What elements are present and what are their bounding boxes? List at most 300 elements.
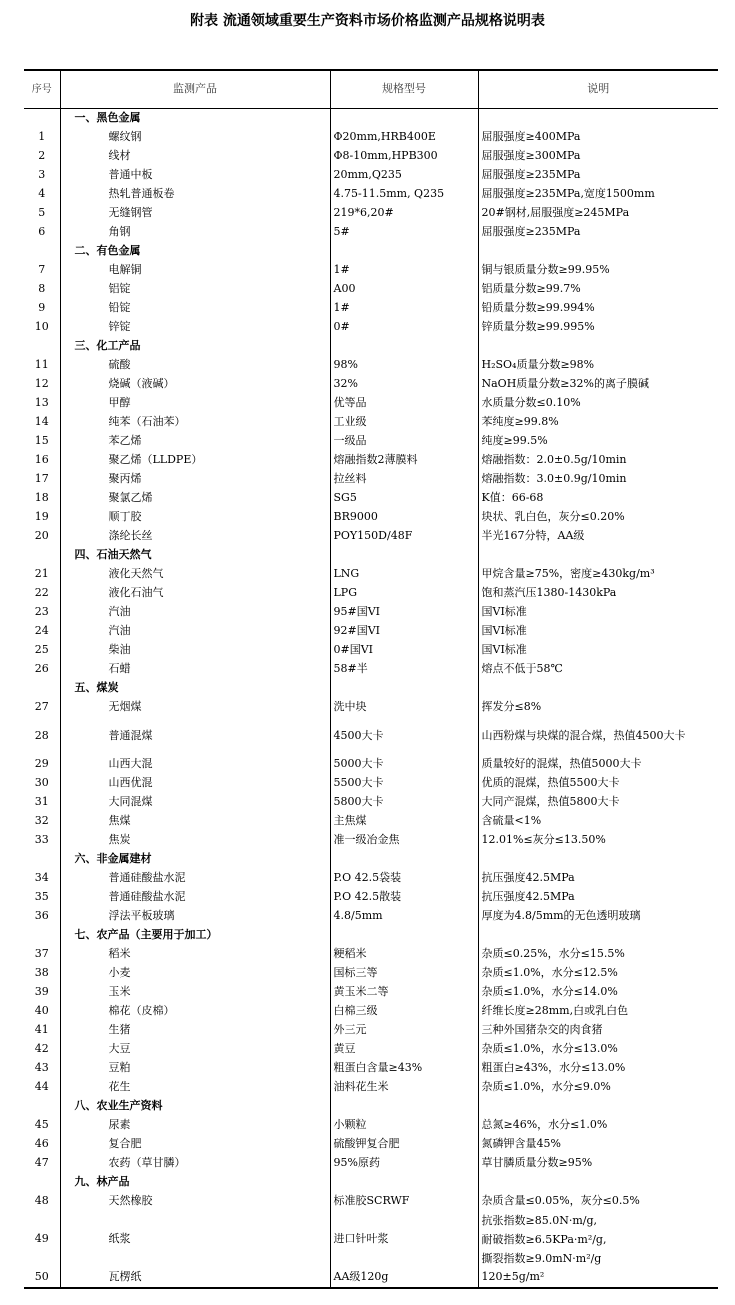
category-spec-cell (330, 926, 478, 945)
spec-cell: 5800大卡 (330, 793, 478, 812)
product-cell: 瓦楞纸 (60, 1268, 330, 1288)
category-no-cell (24, 850, 60, 869)
table-row (24, 261, 718, 280)
spec-cell: 20mm,Q235 (330, 166, 478, 185)
desc-cell: 屈服强度≥300MPa (478, 147, 718, 166)
row-no-cell: 40 (34, 1004, 49, 1017)
table-row (24, 964, 718, 983)
desc-cell: 国VI标准 (478, 622, 718, 641)
desc-cell: 挥发分≤8% (478, 698, 718, 717)
category-desc-cell (478, 242, 718, 261)
table-row (24, 660, 718, 679)
desc-cell: 熔融指数：2.0±0.5g/10min (478, 451, 718, 470)
product-cell: 烧碱（液碱） (60, 375, 330, 394)
desc-cell: K值：66-68 (478, 489, 718, 508)
desc-line: 抗张指数≥85.0N·m/g, (481, 1213, 598, 1227)
row-no-cell: 39 (34, 985, 49, 998)
product-cell: 山西优混 (60, 774, 330, 793)
row-no-cell: 44 (34, 1080, 49, 1093)
table-row (24, 812, 718, 831)
category-no-cell (24, 337, 60, 356)
spec-cell: 粳稻米 (330, 945, 478, 964)
table-row (24, 1192, 718, 1211)
desc-cell: 纤维长度≥28mm,白或乳白色 (478, 1002, 718, 1021)
desc-cell: 杂质≤1.0%，水分≤13.0% (478, 1040, 718, 1059)
product-cell: 液化石油气 (60, 584, 330, 603)
product-cell: 液化天然气 (60, 565, 330, 584)
spec-cell: 95#国VI (330, 603, 478, 622)
row-no-cell: 11 (34, 358, 49, 371)
spec-cell: 熔融指数2薄膜料 (330, 451, 478, 470)
row-no-cell: 49 (34, 1232, 49, 1245)
spec-cell: 4500大卡 (330, 717, 478, 755)
table-row (24, 280, 718, 299)
row-no-cell: 8 (38, 282, 46, 295)
table-row (24, 565, 718, 584)
table-row (24, 1116, 718, 1135)
category-desc-cell (478, 1173, 718, 1192)
category-desc-cell (478, 926, 718, 945)
spec-cell: POY150D/48F (330, 527, 478, 546)
desc-cell: NaOH质量分数≥32%的离子膜碱 (478, 375, 718, 394)
spec-cell: 标准胶SCRWF (330, 1192, 478, 1211)
spec-cell: 58#半 (330, 660, 478, 679)
category-row (24, 337, 718, 356)
table-row (24, 603, 718, 622)
spec-cell: 小颗粒 (330, 1116, 478, 1135)
product-cell: 柴油 (60, 641, 330, 660)
category-spec-cell (330, 679, 478, 698)
product-cell: 聚丙烯 (60, 470, 330, 489)
product-cell: 生猪 (60, 1021, 330, 1040)
table-row (24, 508, 718, 527)
table-row (24, 1078, 718, 1097)
desc-cell: 铜与银质量分数≥99.95% (478, 261, 718, 280)
table-row (24, 394, 718, 413)
category-no-cell (24, 546, 60, 565)
desc-cell: 杂质≤1.0%，水分≤14.0% (478, 983, 718, 1002)
product-cell: 顺丁胶 (60, 508, 330, 527)
spec-cell: 一级品 (330, 432, 478, 451)
row-no-cell: 12 (34, 377, 49, 390)
category-label: 五、煤炭 (60, 679, 330, 698)
desc-cell: 山西粉煤与块煤的混合煤，热值4500大卡 (478, 717, 718, 755)
table-row (24, 451, 718, 470)
spec-cell: 5500大卡 (330, 774, 478, 793)
desc-cell: 抗压强度42.5MPa (478, 869, 718, 888)
desc-cell: 杂质≤1.0%，水分≤9.0% (478, 1078, 718, 1097)
table-row (24, 147, 718, 166)
category-desc-cell (478, 679, 718, 698)
table-row (24, 717, 718, 755)
table-row (24, 1040, 718, 1059)
desc-line: 耐破指数≥6.5KPa·m²/g, (481, 1232, 607, 1246)
category-spec-cell (330, 546, 478, 565)
desc-cell: 熔点不低于58℃ (478, 660, 718, 679)
desc-cell: H₂SO₄质量分数≥98% (478, 356, 718, 375)
category-desc-cell (478, 108, 718, 128)
desc-line: 撕裂指数≥9.0mN·m²/g (481, 1251, 602, 1265)
product-cell: 普通混煤 (60, 717, 330, 755)
row-no-cell: 19 (34, 510, 49, 523)
table-row (24, 527, 718, 546)
desc-cell: 12.01%≤灰分≤13.50% (478, 831, 718, 850)
category-label: 四、石油天然气 (60, 546, 330, 565)
desc-cell: 抗压强度42.5MPa (478, 888, 718, 907)
table-row (24, 1211, 718, 1268)
category-row (24, 679, 718, 698)
desc-cell: 国VI标准 (478, 641, 718, 660)
row-no-cell: 32 (34, 814, 49, 827)
spec-cell: 5000大卡 (330, 755, 478, 774)
desc-cell: 杂质含量≤0.05%，灰分≤0.5% (478, 1192, 718, 1211)
category-desc-cell (478, 1097, 718, 1116)
spec-cell: 准一级冶金焦 (330, 831, 478, 850)
row-no-cell: 42 (34, 1042, 49, 1055)
desc-cell: 铝质量分数≥99.7% (478, 280, 718, 299)
table-row (24, 1021, 718, 1040)
row-no-cell: 35 (34, 890, 49, 903)
spec-cell: 1# (330, 261, 478, 280)
row-no-cell: 36 (34, 909, 49, 922)
row-no-cell: 6 (38, 225, 46, 238)
desc-cell: 氮磷钾含量45% (478, 1135, 718, 1154)
spec-cell: 主焦煤 (330, 812, 478, 831)
row-no-cell: 30 (34, 776, 49, 789)
row-no-cell: 31 (34, 795, 49, 808)
row-no-cell: 50 (24, 1268, 60, 1288)
spec-cell: 白棉三级 (330, 1002, 478, 1021)
row-no-cell: 20 (34, 529, 49, 542)
desc-cell: 屈服强度≥400MPa (478, 128, 718, 147)
table-header-row (24, 70, 718, 108)
category-no-cell (24, 679, 60, 698)
table-row (24, 793, 718, 812)
product-cell: 天然橡胶 (60, 1192, 330, 1211)
row-no-cell: 21 (34, 567, 49, 580)
table-row (24, 166, 718, 185)
spec-cell: 优等品 (330, 394, 478, 413)
spec-cell: 4.75-11.5mm, Q235 (330, 185, 478, 204)
table-row (24, 945, 718, 964)
header-desc: 说明 (478, 70, 718, 108)
product-cell: 玉米 (60, 983, 330, 1002)
desc-cell: 三种外国猪杂交的肉食猪 (478, 1021, 718, 1040)
category-desc-cell (478, 337, 718, 356)
product-cell: 稻米 (60, 945, 330, 964)
product-cell: 尿素 (60, 1116, 330, 1135)
row-no-cell: 24 (34, 624, 49, 637)
product-cell: 大豆 (60, 1040, 330, 1059)
spec-cell: LPG (330, 584, 478, 603)
product-cell: 汽油 (60, 622, 330, 641)
desc-cell: 屈服强度≥235MPa (478, 166, 718, 185)
table-row (24, 698, 718, 717)
category-label: 九、林产品 (60, 1173, 330, 1192)
category-spec-cell (330, 337, 478, 356)
product-cell: 花生 (60, 1078, 330, 1097)
row-no-cell: 15 (34, 434, 49, 447)
spec-cell: LNG (330, 565, 478, 584)
category-no-cell (24, 108, 60, 128)
spec-table (24, 69, 718, 1289)
row-no-cell: 43 (34, 1061, 49, 1074)
table-row (24, 375, 718, 394)
row-no-cell: 28 (34, 728, 49, 742)
category-desc-cell (478, 850, 718, 869)
category-no-cell (24, 926, 60, 945)
table-row (24, 128, 718, 147)
category-spec-cell (330, 1097, 478, 1116)
desc-cell: 杂质≤0.25%，水分≤15.5% (478, 945, 718, 964)
product-cell: 大同混煤 (60, 793, 330, 812)
row-no-cell: 45 (34, 1118, 49, 1131)
table-row (24, 907, 718, 926)
spec-cell: 工业级 (330, 413, 478, 432)
product-cell: 热轧普通板卷 (60, 185, 330, 204)
table-row (24, 1059, 718, 1078)
table-row (24, 831, 718, 850)
spec-cell: 硫酸钾复合肥 (330, 1135, 478, 1154)
category-no-cell (24, 1097, 60, 1116)
product-cell: 锌锭 (60, 318, 330, 337)
category-spec-cell (330, 1173, 478, 1192)
row-no-cell: 34 (34, 871, 49, 884)
row-no-cell: 1 (38, 130, 46, 143)
spec-cell: 1# (330, 299, 478, 318)
product-cell: 浮法平板玻璃 (60, 907, 330, 926)
desc-cell: 屈服强度≥235MPa,宽度1500mm (478, 185, 718, 204)
row-no-cell: 29 (34, 757, 49, 770)
row-no-cell: 26 (34, 662, 49, 675)
desc-cell: 质量较好的混煤，热值5000大卡 (478, 755, 718, 774)
desc-cell: 国VI标准 (478, 603, 718, 622)
desc-cell: 20#钢材,屈服强度≥245MPa (478, 204, 718, 223)
category-spec-cell (330, 850, 478, 869)
row-no-cell: 22 (34, 586, 49, 599)
desc-cell: 锌质量分数≥99.995% (478, 318, 718, 337)
table-row (24, 755, 718, 774)
table-row (24, 470, 718, 489)
table-row (24, 1135, 718, 1154)
spec-cell: P.O 42.5袋装 (330, 869, 478, 888)
header-spec: 规格型号 (330, 70, 478, 108)
desc-cell: 苯纯度≥99.8% (478, 413, 718, 432)
product-cell: 角钢 (60, 223, 330, 242)
product-cell: 山西大混 (60, 755, 330, 774)
spec-cell: 黄豆 (330, 1040, 478, 1059)
desc-cell (478, 1211, 718, 1268)
spec-cell: AA级120g (330, 1268, 478, 1288)
category-desc-cell (478, 546, 718, 565)
spec-cell: 进口针叶浆 (330, 1211, 478, 1268)
row-no-cell: 16 (34, 453, 49, 466)
table-row (24, 1002, 718, 1021)
row-no-cell: 4 (38, 187, 46, 200)
row-no-cell: 3 (38, 168, 46, 181)
row-no-cell: 41 (34, 1023, 49, 1036)
desc-cell: 总氮≥46%，水分≤1.0% (478, 1116, 718, 1135)
table-row (24, 888, 718, 907)
product-cell: 铝锭 (60, 280, 330, 299)
row-no-cell: 10 (34, 320, 49, 333)
category-row (24, 546, 718, 565)
product-cell: 普通硅酸盐水泥 (60, 888, 330, 907)
product-cell: 硫酸 (60, 356, 330, 375)
row-no-cell: 17 (34, 472, 49, 485)
product-cell: 无缝钢管 (60, 204, 330, 223)
product-cell: 纯苯（石油苯） (60, 413, 330, 432)
spec-cell: 洗中块 (330, 698, 478, 717)
spec-cell: 油料花生米 (330, 1078, 478, 1097)
product-cell: 复合肥 (60, 1135, 330, 1154)
table-row (24, 318, 718, 337)
category-no-cell (24, 1173, 60, 1192)
table-row (24, 299, 718, 318)
category-label: 三、化工产品 (60, 337, 330, 356)
spec-cell: 219*6,20# (330, 204, 478, 223)
table-row (24, 356, 718, 375)
product-cell: 石蜡 (60, 660, 330, 679)
category-row (24, 108, 718, 128)
category-row (24, 926, 718, 945)
desc-cell: 厚度为4.8/5mm的无色透明玻璃 (478, 907, 718, 926)
table-body (24, 108, 718, 1288)
table-row (24, 489, 718, 508)
desc-cell: 优质的混煤，热值5500大卡 (478, 774, 718, 793)
desc-cell: 水质量分数≤0.10% (478, 394, 718, 413)
row-no-cell: 47 (34, 1156, 49, 1169)
table-row (24, 223, 718, 242)
product-cell: 小麦 (60, 964, 330, 983)
product-cell: 农药（草甘膦） (60, 1154, 330, 1173)
product-cell: 聚氯乙烯 (60, 489, 330, 508)
category-label: 六、非金属建材 (60, 850, 330, 869)
product-cell: 焦炭 (60, 831, 330, 850)
table-row (24, 584, 718, 603)
spec-cell: 92#国VI (330, 622, 478, 641)
row-no-cell: 14 (34, 415, 49, 428)
product-cell: 苯乙烯 (60, 432, 330, 451)
table-row (24, 413, 718, 432)
desc-cell: 铅质量分数≥99.994% (478, 299, 718, 318)
table-row (24, 869, 718, 888)
category-row (24, 1097, 718, 1116)
row-no-cell: 37 (34, 947, 49, 960)
desc-cell: 屈服强度≥235MPa (478, 223, 718, 242)
spec-cell: 粗蛋白含量≥43% (330, 1059, 478, 1078)
product-cell: 汽油 (60, 603, 330, 622)
desc-cell: 120±5g/m² (478, 1268, 718, 1288)
spec-cell: 5# (330, 223, 478, 242)
row-no-cell: 18 (34, 491, 49, 504)
row-no-cell: 2 (38, 149, 46, 162)
table-row (24, 432, 718, 451)
spec-cell: BR9000 (330, 508, 478, 527)
row-no-cell: 46 (34, 1137, 49, 1150)
row-no-cell: 33 (34, 833, 49, 846)
row-no-cell: 48 (34, 1194, 49, 1207)
product-cell: 普通中板 (60, 166, 330, 185)
row-no-cell: 23 (34, 605, 49, 618)
category-row (24, 242, 718, 261)
category-no-cell (24, 242, 60, 261)
desc-cell: 含硫量<1% (478, 812, 718, 831)
product-cell: 线材 (60, 147, 330, 166)
product-cell: 甲醇 (60, 394, 330, 413)
table-row (24, 185, 718, 204)
desc-cell: 甲烷含量≥75%，密度≥430kg/m³ (478, 565, 718, 584)
row-no-cell: 38 (34, 966, 49, 979)
table-row (24, 774, 718, 793)
desc-cell: 半光167分特，AA级 (478, 527, 718, 546)
spec-cell: SG5 (330, 489, 478, 508)
desc-cell: 草甘膦质量分数≥95% (478, 1154, 718, 1173)
row-no-cell: 27 (34, 700, 49, 713)
spec-cell: A00 (330, 280, 478, 299)
desc-cell: 熔融指数：3.0±0.9g/10min (478, 470, 718, 489)
row-no-cell: 7 (38, 263, 46, 276)
product-cell: 棉花（皮棉） (60, 1002, 330, 1021)
header-product: 监测产品 (60, 70, 330, 108)
page-title: 附表 流通领域重要生产资料市场价格监测产品规格说明表 (190, 13, 545, 29)
category-label: 一、黑色金属 (60, 108, 330, 128)
desc-cell: 杂质≤1.0%，水分≤12.5% (478, 964, 718, 983)
category-spec-cell (330, 108, 478, 128)
header-no: 序号 (24, 70, 60, 108)
product-cell: 涤纶长丝 (60, 527, 330, 546)
row-no-cell: 5 (38, 206, 46, 219)
product-cell: 焦煤 (60, 812, 330, 831)
spec-cell: Φ20mm,HRB400E (330, 128, 478, 147)
category-row (24, 850, 718, 869)
category-spec-cell (330, 242, 478, 261)
desc-cell: 大同产混煤，热值5800大卡 (478, 793, 718, 812)
spec-cell: 4.8/5mm (330, 907, 478, 926)
desc-cell: 粗蛋白≥43%，水分≤13.0% (478, 1059, 718, 1078)
row-no-cell: 9 (38, 301, 46, 314)
spec-cell: 外三元 (330, 1021, 478, 1040)
product-cell: 纸浆 (60, 1211, 330, 1268)
category-label: 二、有色金属 (60, 242, 330, 261)
table-row (24, 622, 718, 641)
table-row (24, 641, 718, 660)
table-row (24, 204, 718, 223)
table-row (24, 1268, 718, 1288)
spec-cell: 黄玉米二等 (330, 983, 478, 1002)
spec-cell: 95%原药 (330, 1154, 478, 1173)
spec-cell: 国标三等 (330, 964, 478, 983)
row-no-cell: 25 (34, 643, 49, 656)
spec-cell: Φ8-10mm,HPB300 (330, 147, 478, 166)
table-row (24, 1154, 718, 1173)
spec-cell: 32% (330, 375, 478, 394)
product-cell: 螺纹钢 (60, 128, 330, 147)
table-row (24, 983, 718, 1002)
category-label: 八、农业生产资料 (60, 1097, 330, 1116)
category-label: 七、农产品（主要用于加工） (60, 926, 330, 945)
desc-cell: 块状、乳白色，灰分≤0.20% (478, 508, 718, 527)
product-cell: 聚乙烯（LLDPE） (60, 451, 330, 470)
product-cell: 电解铜 (60, 261, 330, 280)
spec-cell: 拉丝料 (330, 470, 478, 489)
spec-cell: 0# (330, 318, 478, 337)
desc-cell: 饱和蒸汽压1380-1430kPa (478, 584, 718, 603)
spec-cell: 0#国VI (330, 641, 478, 660)
row-no-cell: 13 (34, 396, 49, 409)
spec-cell: P.O 42.5散装 (330, 888, 478, 907)
product-cell: 普通硅酸盐水泥 (60, 869, 330, 888)
